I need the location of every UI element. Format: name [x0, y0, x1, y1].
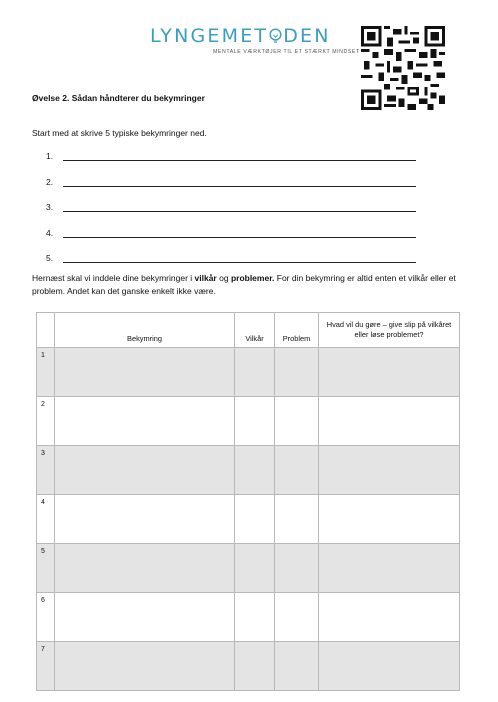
row-number: 6 — [37, 593, 55, 642]
blank-line[interactable] — [63, 177, 416, 187]
action-cell[interactable] — [319, 446, 460, 495]
row-number: 5 — [37, 544, 55, 593]
action-cell[interactable] — [319, 642, 460, 691]
condition-cell[interactable] — [235, 593, 275, 642]
worry-lines — [46, 151, 416, 279]
action-cell[interactable] — [319, 397, 460, 446]
para-text: Hernæst skal vi inddele dine bekymringer i — [32, 273, 195, 283]
exercise-title: Øvelse 2. Sådan håndterer du bekymringer — [32, 93, 205, 103]
logo-tagline: MENTALE VÆRKTØJER TIL ET STÆRKT MINDSET — [213, 49, 360, 55]
condition-cell[interactable] — [235, 642, 275, 691]
table-row — [37, 397, 460, 446]
line-number: 1. — [46, 151, 54, 161]
lightbulb-icon — [269, 28, 282, 44]
header-worry: Bekymring — [55, 313, 235, 348]
condition-cell[interactable] — [235, 446, 275, 495]
condition-cell[interactable] — [235, 544, 275, 593]
term-vilkaar: vilkår — [194, 273, 217, 283]
line-number: 2. — [46, 176, 54, 187]
row-number: 3 — [37, 446, 55, 495]
blank-line[interactable] — [63, 228, 416, 238]
blank-line[interactable] — [63, 202, 416, 212]
logo-word-start: LYNGEMET — [150, 25, 269, 47]
row-number: 7 — [37, 642, 55, 691]
table-row — [37, 348, 460, 397]
logo-word-end: DEN — [283, 25, 331, 47]
worry-line[interactable] — [46, 151, 416, 177]
term-problemer: problemer. — [230, 273, 275, 283]
problem-cell[interactable] — [275, 397, 319, 446]
logo — [150, 25, 360, 55]
header-condition: Vilkår — [235, 313, 275, 348]
worry-cell[interactable] — [55, 397, 235, 446]
line-number: 5. — [46, 253, 54, 263]
header-number — [37, 313, 55, 348]
table-row — [37, 593, 460, 642]
worry-cell[interactable] — [55, 348, 235, 397]
problem-cell[interactable] — [275, 642, 319, 691]
worry-cell[interactable] — [55, 495, 235, 544]
table-row — [37, 446, 460, 495]
header-action: Hvad vil du gøre – give slip på vilkåret eller løse problemet? — [319, 313, 460, 348]
condition-cell[interactable] — [235, 397, 275, 446]
problem-cell[interactable] — [275, 446, 319, 495]
problem-cell[interactable] — [275, 495, 319, 544]
worry-cell[interactable] — [55, 593, 235, 642]
row-number: 1 — [37, 348, 55, 397]
condition-cell[interactable] — [235, 495, 275, 544]
row-number: 4 — [37, 495, 55, 544]
worry-cell[interactable] — [55, 642, 235, 691]
instructions-paragraph — [32, 272, 462, 298]
problem-cell[interactable] — [275, 544, 319, 593]
condition-cell[interactable] — [235, 348, 275, 397]
worry-cell[interactable] — [55, 446, 235, 495]
worry-line[interactable] — [46, 228, 416, 254]
table-header-row — [37, 313, 460, 348]
action-cell[interactable] — [319, 495, 460, 544]
worry-cell[interactable] — [55, 544, 235, 593]
para-text: og — [216, 273, 231, 283]
line-number: 3. — [46, 202, 54, 212]
qr-code-icon — [361, 26, 445, 110]
blank-line[interactable] — [63, 253, 416, 263]
row-number: 2 — [37, 397, 55, 446]
blank-line[interactable] — [63, 151, 416, 161]
table-row — [37, 495, 460, 544]
worry-line[interactable] — [46, 177, 416, 203]
problem-cell[interactable] — [275, 348, 319, 397]
problem-cell[interactable] — [275, 593, 319, 642]
table-row — [37, 544, 460, 593]
intro-text: Start med at skrive 5 typiske bekymringer ned. — [32, 128, 207, 138]
action-cell[interactable] — [319, 348, 460, 397]
action-cell[interactable] — [319, 544, 460, 593]
header-problem: Problem — [275, 313, 319, 348]
table-row — [37, 642, 460, 691]
para-text: For din bekymring er altid enten et vilkår eller et problem. Andet kan det ganske enkelt ikke være. — [32, 273, 456, 296]
logo-wordmark — [150, 26, 340, 46]
action-cell[interactable] — [319, 593, 460, 642]
line-number: 4. — [46, 227, 54, 238]
worry-table — [36, 312, 460, 691]
worry-line[interactable] — [46, 202, 416, 228]
